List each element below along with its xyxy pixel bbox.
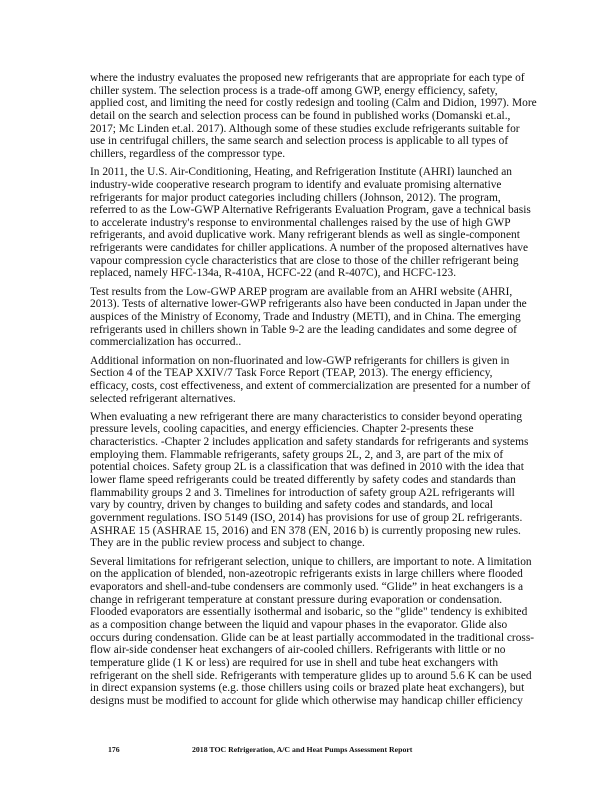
paragraph [90, 556, 560, 708]
text-line: refrigerants used in chillers shown in Table 9-2 are the leading candidates and some degree of [90, 323, 517, 336]
text-line: where the industry evaluates the proposed new refrigerants that are appropriate for each type of [90, 72, 525, 84]
text-line: Flooded evaporators are essentially isothermal and isobaric, so the "glide" tendency is exhibited [90, 606, 528, 619]
text-line: detail on the search and selection process can be found in published works (Domanski et.al., [90, 109, 511, 122]
paragraph [90, 166, 560, 280]
text-line: Additional information on non-fluorinated and low-GWP refrigerants for chillers is given in [90, 354, 510, 367]
report-title: 2018 TOC Refrigeration, A/C and Heat Pumps Assessment Report [192, 745, 413, 754]
text-line: 2013). Tests of alternative lower-GWP refrigerants also have been conducted in Japan under the [90, 298, 527, 311]
text-line: government regulations. ISO 5149 (ISO, 2014) has provisions for use of group 2L refrigerants. [90, 512, 523, 525]
text-line: When evaluating a new refrigerant there are many characteristics to consider beyond operating [90, 410, 523, 423]
text-line: ASHRAE 15 (ASHRAE 15, 2016) and EN 378 (EN, 2016 b) is currently proposing new rules. [90, 524, 521, 537]
text-line: refrigerant on the shell side. Refrigerants with temperature glides up to around 5.6 K can be used [90, 669, 532, 682]
text-line: chiller system. The selection process is a trade-off among GWP, energy efficiency, safety, [90, 84, 498, 97]
text-line: In 2011, the U.S. Air-Conditioning, Heating, and Refrigeration Institute (AHRI) launched an [90, 166, 512, 179]
text-line: use in centrifugal chillers, the same search and selection process is applicable to all types of [90, 135, 509, 148]
text-line: selected refrigerant alternatives. [90, 392, 236, 405]
page-number: 176 [108, 745, 120, 754]
text-line: flow air-side condenser heat exchangers of air-cooled chillers. Refrigerants with little or no [90, 644, 506, 657]
text-line: pressure levels, cooling capacities, and energy efficiencies. Chapter 2-presents these [90, 423, 474, 436]
text-line: characteristics. -Chapter 2 includes application and safety standards for refrigerants and systems [90, 436, 529, 449]
text-line: as a composition change between the liquid and vapour phases in the evaporator. Glide also [90, 618, 508, 631]
paragraph [90, 411, 560, 550]
text-line: Several limitations for refrigerant selection, unique to chillers, are important to note. A limitation [90, 555, 532, 568]
body-text [90, 72, 560, 713]
text-line: on the application of blended, non-azeotropic refrigerants exists in large chillers where flooded [90, 568, 523, 581]
text-line: change in refrigerant temperature at constant pressure during evaporation or condensation. [90, 593, 503, 606]
text-line: referred to as the Low-GWP Alternative Refrigerants Evaluation Program, gave a technical basis [90, 204, 531, 217]
text-line: commercialization has occurred.. [90, 336, 242, 349]
text-line: auspices of the Ministry of Economy, Trade and Industry (METI), and in China. The emerging [90, 311, 521, 323]
text-line: evaporators and shell-and-tube condensers are commonly used. “Glide” in heat exchangers is a [90, 580, 523, 593]
text-line: 2017; Mc Linden et.al. 2017). Although some of these studies exclude refrigerants suitable for [90, 122, 520, 135]
text-line: to accelerate industry's response to environmental challenges raised by the use of high GWP [90, 216, 511, 229]
text-line: in direct expansion systems (e.g. those chillers using coils or brazed plate heat exchangers), but [90, 682, 525, 695]
text-line: chillers, regardless of the compressor type. [90, 147, 286, 160]
text-line: vary by country, driven by changes to building and safety codes and standards, and local [90, 499, 493, 512]
text-line: refrigerants for major product categories including chillers (Johnson, 2012). The program, [90, 191, 501, 204]
text-line: lower flame speed refrigerants could be treated differently by safety codes and standards than [90, 474, 516, 487]
text-line: vapour compression cycle characteristics that are close to those of the chiller refrigerant being [90, 254, 519, 267]
text-line: industry-wide cooperative research program to identify and evaluate promising alternative [90, 178, 502, 191]
text-line: designs must be modified to account for glide which otherwise may handicap chiller efficiency [90, 694, 523, 707]
text-line: potential choices. Safety group 2L is a classification that was defined in 2010 with the idea that [90, 461, 524, 474]
text-line: temperature glide (1 K or less) are required for use in shell and tube heat exchangers with [90, 656, 499, 669]
text-line: efficacy, costs, cost effectiveness, and extent of commercialization are presented for a number of [90, 379, 531, 392]
paragraph [90, 286, 560, 349]
text-line: employing them. Flammable refrigerants, safety groups 2L, 2, and 3, are part of the mix of [90, 448, 504, 461]
text-line: refrigerants were candidates for chiller applications. A number of the proposed alternatives have [90, 242, 529, 255]
text-line: Test results from the Low-GWP AREP program are available from an AHRI website (AHRI, [90, 285, 513, 298]
text-line: occurs during condensation. Glide can be at least partially accommodated in the traditional cross- [90, 631, 535, 644]
paragraph [90, 355, 560, 406]
text-line: flammability groups 2 and 3. Timelines for introduction of safety group A2L refrigerants will [90, 486, 515, 499]
text-line: refrigerants, and avoid duplicative work. Many refrigerant blends as well as single-component [90, 229, 520, 242]
text-line: applied cost, and limiting the need for costly redesign and tooling (Calm and Didion, 1997). More [90, 97, 537, 110]
paragraph [90, 72, 560, 161]
text-line: They are in the public review process and subject to change. [90, 537, 365, 550]
text-line: replaced, namely HFC-134a, R-410A, HCFC-22 (and R-407C), and HCFC-123. [90, 267, 457, 280]
text-line: Section 4 of the TEAP XXIV/7 Task Force Report (TEAP, 2013). The energy efficiency, [90, 367, 493, 380]
